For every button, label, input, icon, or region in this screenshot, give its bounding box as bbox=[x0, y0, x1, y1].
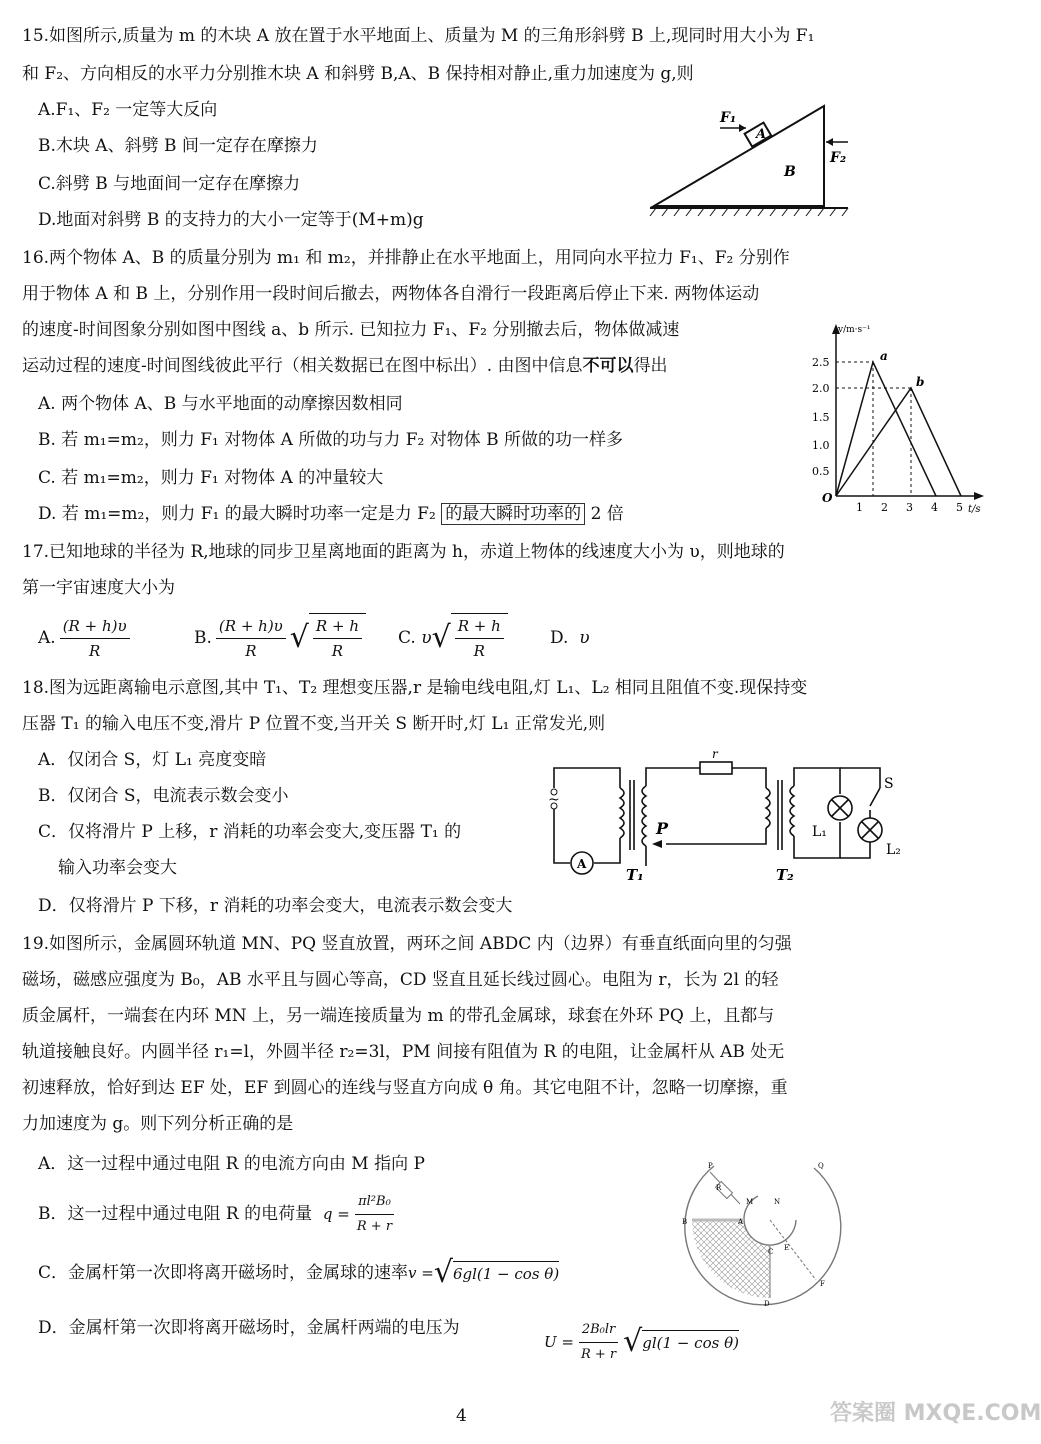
q17-option-b: B. $\frac{(R + h)\upsilon}{R}$ √ $\frac{R + h}{R}$ bbox=[194, 614, 366, 662]
q15-f1-label: F₁ bbox=[720, 110, 737, 126]
q19-ring-figure bbox=[680, 1158, 850, 1308]
q18-t2-label: T₂ bbox=[776, 866, 794, 884]
q18-slider-p: P bbox=[656, 819, 669, 838]
q16-xtick-2: 2 bbox=[881, 501, 888, 514]
q19-label-e: E bbox=[784, 1244, 790, 1252]
q15-incline-figure bbox=[648, 98, 852, 220]
q17-stem-line2: 第一宇宙速度大小为 bbox=[22, 578, 175, 598]
q16-ytick-1.5: 1.5 bbox=[812, 411, 830, 424]
q18-lamp-l2: L₂ bbox=[886, 842, 901, 858]
q16-xtick-3: 3 bbox=[906, 501, 913, 514]
q17-option-d: D. υ bbox=[550, 628, 590, 648]
q18-option-b: B．仅闭合 S，电流表示数会变小 bbox=[38, 786, 289, 806]
q16-option-b: B. 若 m₁=m₂，则力 F₁ 对物体 A 所做的功与力 F₂ 对物体 B 所做的功一样多 bbox=[38, 430, 624, 450]
q16-xlabel: t/s bbox=[968, 504, 981, 515]
q15-wedge-b-label: B bbox=[784, 164, 796, 180]
q18-t1-label: T₁ bbox=[626, 866, 644, 884]
q16-xtick-5: 5 bbox=[956, 501, 963, 514]
q16-stem-line1: 16.两个物体 A、B 的质量分别为 m₁ 和 m₂，并排静止在水平地面上，用同向水平拉力 F₁、F₂ 分别作 bbox=[22, 248, 790, 268]
q18-option-c-cont: 输入功率会变大 bbox=[58, 858, 177, 878]
q18-switch-s: S bbox=[884, 776, 894, 792]
q16-stem-line4: 运动过程的速度-时间图线彼此平行（相关数据已在图中标出）. 由图中信息不可以得出 bbox=[22, 356, 668, 376]
q15-option-a: A.F₁、F₂ 一定等大反向 bbox=[38, 100, 218, 120]
q16-option-c: C. 若 m₁=m₂，则力 F₁ 对物体 A 的冲量较大 bbox=[38, 468, 384, 488]
q16-label-a: a bbox=[880, 349, 888, 363]
q18-resistor-r: r bbox=[712, 747, 718, 761]
q16-vt-graph bbox=[810, 318, 990, 518]
q19-stem-line6: 力加速度为 g。则下列分析正确的是 bbox=[22, 1114, 294, 1134]
q16-option-d: D. 若 m₁=m₂，则力 F₁ 的最大瞬时功率一定是力 F₂ 的最大瞬时功率的 2 倍 bbox=[38, 504, 624, 524]
q16-ytick-1.0: 1.0 bbox=[812, 439, 830, 452]
q16-ytick-0.5: 0.5 bbox=[812, 465, 830, 478]
q19-label-f: F bbox=[820, 1280, 825, 1288]
q19-option-d-formula: U = $\frac{\text{2B₀lr}}{R + r}$ √ gl(1 − cos θ) bbox=[544, 1322, 739, 1362]
q16-stem-line3: 的速度-时间图象分别如图中图线 a、b 所示. 已知拉力 F₁、F₂ 分别撤去后，物体做减速 bbox=[22, 320, 680, 340]
q19-label-c: C bbox=[768, 1248, 774, 1256]
q18-option-a: A．仅闭合 S，灯 L₁ 亮度变暗 bbox=[38, 750, 267, 770]
q19-label-p: P bbox=[708, 1162, 713, 1170]
q19-option-a: A．这一过程中通过电阻 R 的电流方向由 M 指向 P bbox=[38, 1154, 425, 1174]
q19-label-b: B bbox=[682, 1218, 688, 1226]
q19-label-d: D bbox=[764, 1300, 770, 1308]
q15-stem-line2: 和 F₂、方向相反的水平力分别推木块 A 和斜劈 B,A、B 保持相对静止,重力加速度为 g,则 bbox=[22, 64, 694, 84]
q16-xtick-1: 1 bbox=[856, 501, 863, 514]
q19-stem-line4: 轨道接触良好。内圆半径 r₁=l，外圆半径 r₂=3l，PM 间接有阻值为 R 的电阻，让金属杆从 AB 处无 bbox=[22, 1042, 785, 1062]
q16-ylabel: v/m·s⁻¹ bbox=[838, 325, 871, 335]
q18-ammeter: A bbox=[577, 857, 587, 871]
q19-stem-line2: 磁场，磁感应强度为 B₀，AB 水平且与圆心等高，CD 竖直且延长线过圆心。电阻为 r，长为 2l 的轻 bbox=[22, 970, 779, 990]
q18-option-d: D．仅将滑片 P 下移，r 消耗的功率会变大，电流表示数会变大 bbox=[38, 896, 513, 916]
q16-emphasis-cannot: 不可以 bbox=[582, 356, 634, 376]
q17-stem-line1: 17.已知地球的半径为 R,地球的同步卫星离地面的距离为 h，赤道上物体的线速度大小为 υ，则地球的 bbox=[22, 542, 785, 562]
q19-option-d: D．金属杆第一次即将离开磁场时，金属杆两端的电压为 bbox=[38, 1318, 460, 1338]
q18-stem-line2: 压器 T₁ 的输入电压不变,滑片 P 位置不变,当开关 S 断开时,灯 L₁ 正常发光,则 bbox=[22, 714, 606, 734]
q19-resistor-r: R bbox=[716, 1184, 722, 1192]
q17-option-c: C. υ √ $\frac{R + h}{R}$ bbox=[398, 614, 508, 662]
q16-boxed-text: 的最大瞬时功率的 bbox=[441, 503, 585, 525]
q15-block-a-label: A bbox=[756, 127, 767, 142]
q16-stem-line2: 用于物体 A 和 B 上，分别作用一段时间后撤去，两物体各自滑行一段距离后停止下来. 两物体运动 bbox=[22, 284, 760, 304]
q16-label-b: b bbox=[916, 375, 925, 389]
q16-ytick-2.5: 2.5 bbox=[812, 356, 830, 369]
q18-stem-line1: 18.图为远距离输电示意图,其中 T₁、T₂ 理想变压器,r 是输电线电阻,灯 L₁、L₂ 相同且阻值不变.现保持变 bbox=[22, 678, 808, 698]
q16-option-a: A. 两个物体 A、B 与水平地面的动摩擦因数相同 bbox=[38, 394, 403, 414]
q15-f2-label: F₂ bbox=[830, 150, 847, 166]
q15-option-b: B.木块 A、斜劈 B 间一定存在摩擦力 bbox=[38, 136, 318, 156]
q18-circuit-figure bbox=[540, 747, 910, 888]
q19-label-n: N bbox=[774, 1198, 781, 1206]
q19-option-b: B．这一过程中通过电阻 R 的电荷量 q = $\frac{\text{πl²B₀}}{R + r}$ bbox=[38, 1196, 399, 1232]
q15-option-c: C.斜劈 B 与地面间一定存在摩擦力 bbox=[38, 174, 301, 194]
page-number: 4 bbox=[456, 1406, 467, 1426]
q19-stem-line5: 初速释放，恰好到达 EF 处，EF 到圆心的连线与竖直方向成 θ 角。其它电阻不计，忽略一切摩擦，重 bbox=[22, 1078, 788, 1098]
q19-option-c: C．金属杆第一次即将离开磁场时，金属球的速率 v = √ 6gl(1 − cos θ) bbox=[38, 1255, 560, 1290]
q15-stem-line1: 15.如图所示,质量为 m 的木块 A 放在置于水平地面上、质量为 M 的三角形斜劈 B 上,现同时用大小为 F₁ bbox=[22, 26, 815, 46]
q18-ac-source: ~ bbox=[548, 792, 560, 808]
q18-lamp-l1: L₁ bbox=[812, 824, 827, 840]
q19-label-m: M bbox=[746, 1198, 754, 1206]
watermark-logo: 答案圈 MXQE.COM bbox=[830, 1401, 1041, 1426]
q19-stem-line3: 质金属杆，一端套在内环 MN 上，另一端连接质量为 m 的带孔金属球，球套在外环 PQ 上，且都与 bbox=[22, 1006, 775, 1026]
q17-option-a: A. $\frac{(R + h)\upsilon}{R}$ bbox=[38, 614, 134, 662]
q16-line-b bbox=[836, 388, 961, 496]
q19-label-q: Q bbox=[818, 1162, 824, 1170]
q16-ytick-2.0: 2.0 bbox=[812, 382, 830, 395]
q18-option-c: C．仅将滑片 P 上移，r 消耗的功率会变大,变压器 T₁ 的 bbox=[38, 822, 462, 842]
q19-stem-line1: 19.如图所示，金属圆环轨道 MN、PQ 竖直放置，两环之间 ABDC 内（边界）有垂直纸面向里的匀强 bbox=[22, 934, 792, 954]
q16-xtick-4: 4 bbox=[931, 501, 938, 514]
q15-option-d: D.地面对斜劈 B 的支持力的大小一定等于(M+m)g bbox=[38, 210, 424, 230]
q19-label-a: A bbox=[738, 1218, 744, 1226]
q16-origin: O bbox=[822, 491, 833, 505]
